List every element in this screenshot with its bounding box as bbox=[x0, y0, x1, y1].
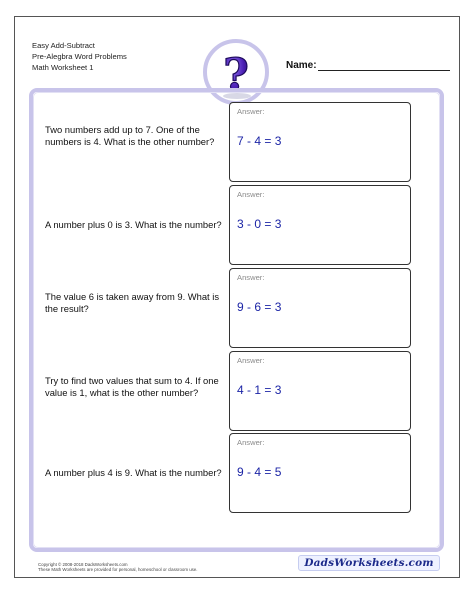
answer-box[interactable] bbox=[229, 433, 411, 513]
answer-value: 9 - 4 = 5 bbox=[237, 465, 282, 479]
brand-logo[interactable]: DadsWorksheets.com bbox=[298, 555, 440, 571]
header-level: Easy Add-Subtract bbox=[32, 41, 95, 50]
answer-box[interactable] bbox=[229, 102, 411, 182]
footer-usage: These Math Worksheets are provided for personal, homeschool or classroom use. bbox=[38, 567, 198, 573]
problem-question: Try to find two values that sum to 4. If one value is 1, what is the other number? bbox=[45, 375, 219, 398]
answer-label: Answer: bbox=[237, 190, 265, 199]
answer-label: Answer: bbox=[237, 273, 265, 282]
problem-question: Two numbers add up to 7. One of the numbers is 4. What is the other number? bbox=[45, 124, 215, 147]
name-label: Name: bbox=[286, 60, 317, 71]
name-line[interactable] bbox=[318, 70, 450, 71]
header-topic: Pre-Alegbra Word Problems bbox=[32, 52, 127, 61]
answer-label: Answer: bbox=[237, 356, 265, 365]
answer-value: 4 - 1 = 3 bbox=[237, 383, 282, 397]
answer-label: Answer: bbox=[237, 107, 265, 116]
problem-question: A number plus 0 is 3. What is the number? bbox=[45, 219, 222, 230]
answer-box[interactable] bbox=[229, 351, 411, 431]
footer-text bbox=[38, 562, 198, 573]
problem-question: A number plus 4 is 9. What is the number? bbox=[45, 467, 222, 478]
answer-label: Answer: bbox=[237, 438, 265, 447]
worksheet-header bbox=[32, 40, 127, 73]
answer-box[interactable] bbox=[229, 185, 411, 265]
answer-value: 3 - 0 = 3 bbox=[237, 217, 282, 231]
answer-value: 7 - 4 = 3 bbox=[237, 134, 282, 148]
svg-text:?: ? bbox=[223, 50, 249, 101]
problem-question: The value 6 is taken away from 9. What is the result? bbox=[45, 291, 220, 314]
footer-copyright: Copyright © 2008-2018 DadsWorksheets.com bbox=[38, 562, 128, 567]
header-worksheet-number: Math Worksheet 1 bbox=[32, 63, 94, 72]
answer-box[interactable] bbox=[229, 268, 411, 348]
answer-value: 9 - 6 = 3 bbox=[237, 300, 282, 314]
